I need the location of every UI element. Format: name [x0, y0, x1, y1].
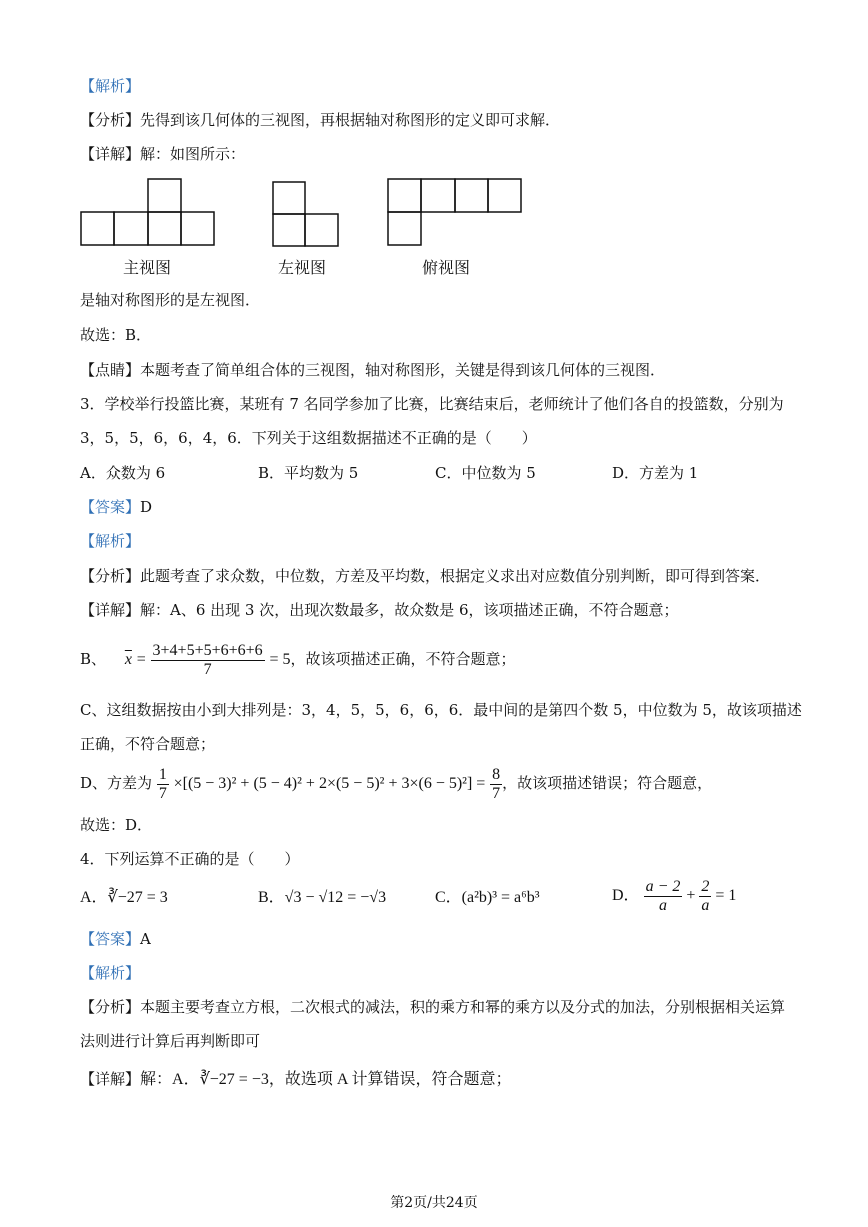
prefix: D． — [612, 887, 640, 904]
tag: 【答案】 — [80, 498, 141, 516]
q4-option-b: B．√3 − √12 = −√3 — [258, 889, 387, 906]
tag: 【分析】 — [80, 998, 141, 1016]
q3-analysis-tag — [80, 531, 140, 551]
result: = 5 — [269, 651, 291, 668]
eight-sevenths — [490, 766, 502, 803]
q3-option-c: C．中位数为 5 — [435, 464, 536, 482]
tag: 【详解】 — [80, 1070, 141, 1088]
top-view-square — [488, 179, 521, 212]
q3-median-line-cont: 正确，不符合题意； — [80, 735, 216, 753]
front-view-caption: 主视图 — [123, 258, 172, 277]
q3-median-line: C、这组数据按由小到大排列是：3，4，5，5，6，6，6．最中间的是第四个数 5，中位数为 5，故该项描述 — [80, 701, 802, 719]
prefix: D、方差为 — [80, 774, 153, 792]
top-view-caption: 俯视图 — [422, 258, 471, 277]
q3-final-choice: 故选：D． — [80, 816, 153, 834]
left-view-caption: 左视图 — [278, 258, 327, 277]
q3-option-b: B．平均数为 5 — [258, 464, 359, 482]
front-view-square — [181, 212, 214, 245]
q4-option-a: A．∛−27 = 3 — [80, 889, 168, 906]
tag: 【分析】 — [80, 567, 141, 585]
x-bar-symbol: $\overline{x}$ — [124, 651, 132, 668]
q3-option-d: D．方差为 1 — [612, 464, 699, 482]
three-views-drawing — [80, 178, 540, 248]
q4-answer — [80, 929, 151, 949]
denominator: 7 — [203, 660, 212, 678]
mean-fraction — [151, 642, 265, 679]
denominator: 7 — [158, 784, 167, 802]
answer: D — [140, 498, 153, 516]
tag: 【点睛】 — [80, 361, 141, 379]
page-footer: 第2页/共24页 — [390, 1195, 478, 1211]
text: 解：A、6 出现 3 次，出现次数最多，故众数是 6，该项描述正确，不符合题意； — [140, 601, 679, 619]
numerator: 8 — [492, 765, 501, 783]
q3-detail — [80, 600, 679, 620]
tag: 【解析】 — [80, 964, 141, 982]
answer: A — [140, 930, 151, 948]
top-view-square — [421, 179, 455, 212]
top-view-square — [388, 179, 421, 212]
text: 本题主要考查立方根，二次根式的减法，积的乘方和幂的乘方以及分式的加法，分别根据相关运算 — [140, 998, 786, 1016]
equals-sign: = — [136, 651, 146, 668]
question-4-stem: 4．下列运算不正确的是（ ） — [80, 850, 300, 868]
conclusion-line: 是轴对称图形的是左视图． — [80, 291, 261, 309]
top-view-square — [455, 179, 488, 212]
numerator: 2 — [701, 877, 710, 895]
tag: 【解析】 — [80, 77, 141, 95]
choice-line: 故选：B． — [80, 326, 152, 344]
three-views-figure — [80, 178, 540, 278]
q3-analysis — [80, 566, 770, 586]
text: ，故该项描述错误；符合题意， — [502, 774, 713, 792]
text: 此题考查了求众数，中位数，方差及平均数，根据定义求出对应数值分别判断，即可得到答案． — [140, 567, 771, 585]
left-view-square — [273, 214, 305, 246]
front-view-square — [148, 212, 181, 245]
numerator: 1 — [158, 765, 167, 783]
tag: 【答案】 — [80, 930, 141, 948]
tag: 【详解】 — [80, 145, 141, 163]
top-view-square — [388, 212, 421, 245]
result: = 1 — [715, 887, 737, 904]
front-view-square — [81, 212, 114, 245]
tag: 【解析】 — [80, 532, 141, 550]
numerator: a − 2 — [645, 877, 681, 895]
q4-detail — [80, 1069, 512, 1090]
analysis-line — [80, 110, 560, 130]
text: 解：如图所示： — [140, 145, 246, 163]
front-view-square — [148, 179, 181, 212]
question-3-stem-cont: 3，5，5，6，6，4，6．下列关于这组数据描述不正确的是（ ） — [80, 429, 537, 447]
fraction-2 — [699, 878, 711, 915]
detail-line — [80, 144, 245, 164]
text: 本题考查了简单组合体的三视图，轴对称图形，关键是得到该几何体的三视图． — [140, 361, 666, 379]
q4-analysis-tag — [80, 963, 140, 983]
prefix: B、 — [80, 650, 107, 668]
q4-analysis — [80, 997, 785, 1017]
comment-line — [80, 360, 665, 380]
variance-expression: ×[(5 − 3)² + (5 − 4)² + 2×(5 − 5)² + 3×(6 − 5)²] = — [173, 775, 486, 792]
q3-option-a: A．众数为 6 — [80, 464, 166, 482]
q4-option-d — [612, 876, 736, 916]
fraction-1 — [644, 878, 683, 915]
q3-variance-line — [80, 764, 712, 803]
text: ，故该项描述正确，不符合题意； — [290, 650, 516, 668]
plus-sign: + — [686, 887, 696, 904]
denominator: a — [701, 896, 710, 914]
one-seventh — [157, 766, 169, 803]
numerator: 3+4+5+5+6+6+6 — [152, 641, 263, 659]
question-3-stem: 3．学校举行投篮比赛，某班有 7 名同学参加了比赛，比赛结束后，老师统计了他们各自的投篮数，分别为 — [80, 395, 784, 413]
front-view-square — [114, 212, 148, 245]
text: 先得到该几何体的三视图，再根据轴对称图形的定义即可求解． — [140, 111, 561, 129]
left-view-square — [305, 214, 338, 246]
q3-mean-line — [80, 640, 515, 679]
tag: 【分析】 — [80, 111, 141, 129]
denominator: a — [658, 896, 667, 914]
q3-answer — [80, 497, 152, 517]
q4-option-c: C．(a²b)³ = a⁶b³ — [435, 889, 540, 906]
left-view-square — [273, 182, 305, 214]
denominator: 7 — [492, 784, 501, 802]
tag: 【详解】 — [80, 601, 141, 619]
analysis-tag — [80, 76, 140, 96]
text: 解：A．∛−27 = −3，故选项 A 计算错误，符合题意； — [140, 1071, 512, 1088]
q4-analysis-cont: 法则进行计算后再判断即可 — [80, 1032, 261, 1050]
